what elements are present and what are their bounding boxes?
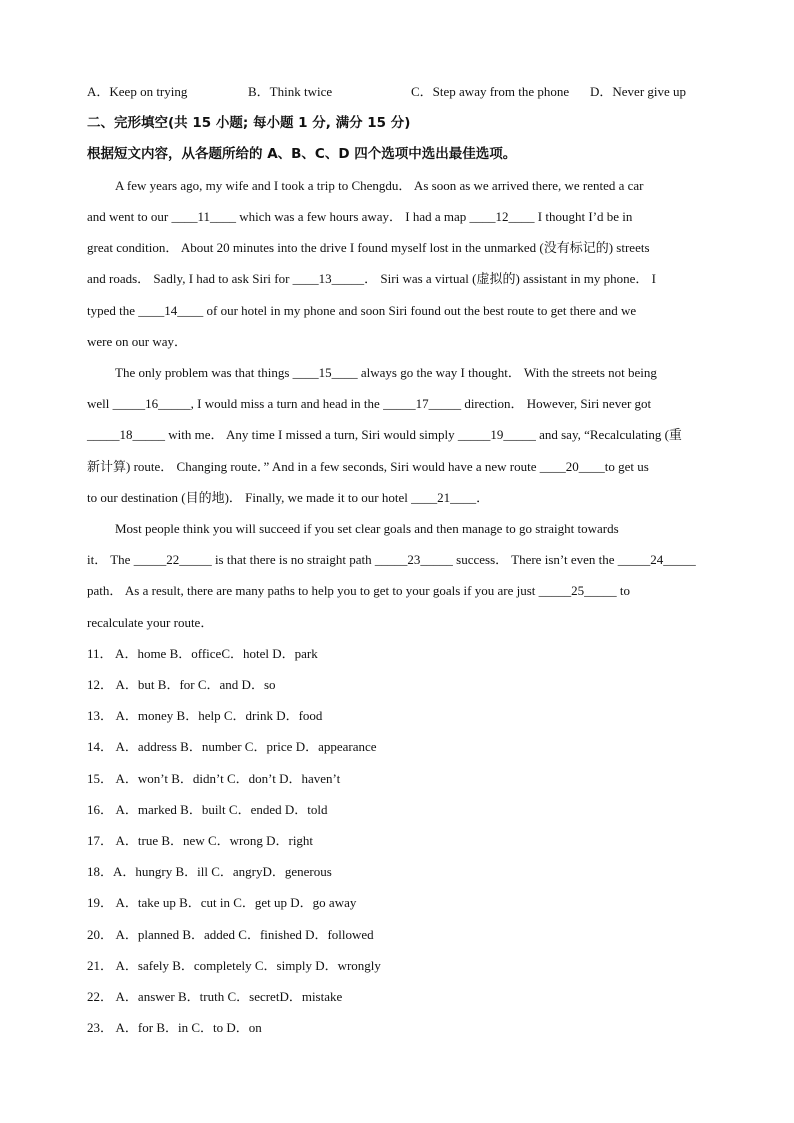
question-14: 14． A．address B．number C．price D．appearance (87, 739, 377, 754)
question-18: 18．A．hungry B．ill C．angryD．generous (87, 864, 332, 879)
passage-line: typed the ____14____ of our hotel in my phone and soon Siri found out the best route to get there and we (87, 303, 637, 318)
question-23: 23． A．for B．in C．to D．on (87, 1020, 262, 1035)
passage-line: it． The _____22_____ is that there is no straight path _____23_____ success． There isn’t even the _____24_____ (87, 552, 696, 567)
passage-line: recalculate your route． (87, 615, 214, 630)
question-22: 22． A．answer B．truth C．secretD．mistake (87, 989, 343, 1004)
prev-option-c: C．Step away from the phone (411, 84, 570, 99)
passage-line: A few years ago, my wife and I took a trip to Chengdu． As soon as we arrived there, we rented a car (115, 178, 644, 193)
passage-line: 新计算) route． Changing route．” And in a few seconds, Siri would have a new route ____20____to get us (87, 459, 649, 474)
passage-line: _____18_____ with me． Any time I missed a turn, Siri would simply _____19_____ and say, “Recalculating (重 (87, 427, 682, 442)
passage-line: The only problem was that things ____15____ always go the way I thought． With the streets not being (115, 365, 657, 380)
question-11: 11． A．home B．officeC．hotel D．park (87, 646, 318, 661)
passage-line: and roads． Sadly, I had to ask Siri for ____13_____． Siri was a virtual (虚拟的) assistant in my phone． I (87, 271, 656, 286)
passage-line: were on our way． (87, 334, 187, 349)
passage-line: well _____16_____, I would miss a turn and head in the _____17_____ direction． However, Siri never got (87, 396, 652, 411)
prev-option-b: B．Think twice (248, 84, 333, 99)
question-20: 20． A．planned B．added C．finished D．followed (87, 927, 374, 942)
passage-line: to our destination (目的地)． Finally, we made it to our hotel ____21____． (87, 490, 490, 505)
passage-line: great condition． About 20 minutes into the drive I found myself lost in the unmarked (没有标记的) streets (87, 240, 650, 255)
question-12: 12． A．but B．for C．and D．so (87, 677, 276, 692)
question-21: 21． A．safely B．completely C．simply D．wrongly (87, 958, 381, 973)
prev-option-a: A．Keep on trying (87, 84, 188, 99)
passage-line: path． As a result, there are many paths to help you to get to your goals if you are just _____25_____ to (87, 583, 631, 598)
question-17: 17． A．true B．new C．wrong D．right (87, 833, 314, 848)
prev-option-d: D．Never give up (590, 84, 687, 99)
question-13: 13． A．money B．help C．drink D．food (87, 708, 323, 723)
passage-line: Most people think you will succeed if you set clear goals and then manage to go straight towards (115, 521, 619, 536)
question-16: 16． A．marked B．built C．ended D．told (87, 802, 328, 817)
question-15: 15． A．won’t B．didn’t C．don’t D．haven’t (87, 771, 341, 786)
question-19: 19． A．take up B．cut in C．get up D．go away (87, 895, 357, 910)
section-title: 二、完形填空(共 15 小题; 每小题 1 分, 满分 15 分) (87, 115, 411, 131)
passage-line: and went to our ____11____ which was a few hours away． I had a map ____12____ I thought I’d be in (87, 209, 633, 224)
section-instruction: 根据短文内容，从各题所给的 A、B、C、D 四个选项中选出最佳选项。 (87, 146, 517, 162)
